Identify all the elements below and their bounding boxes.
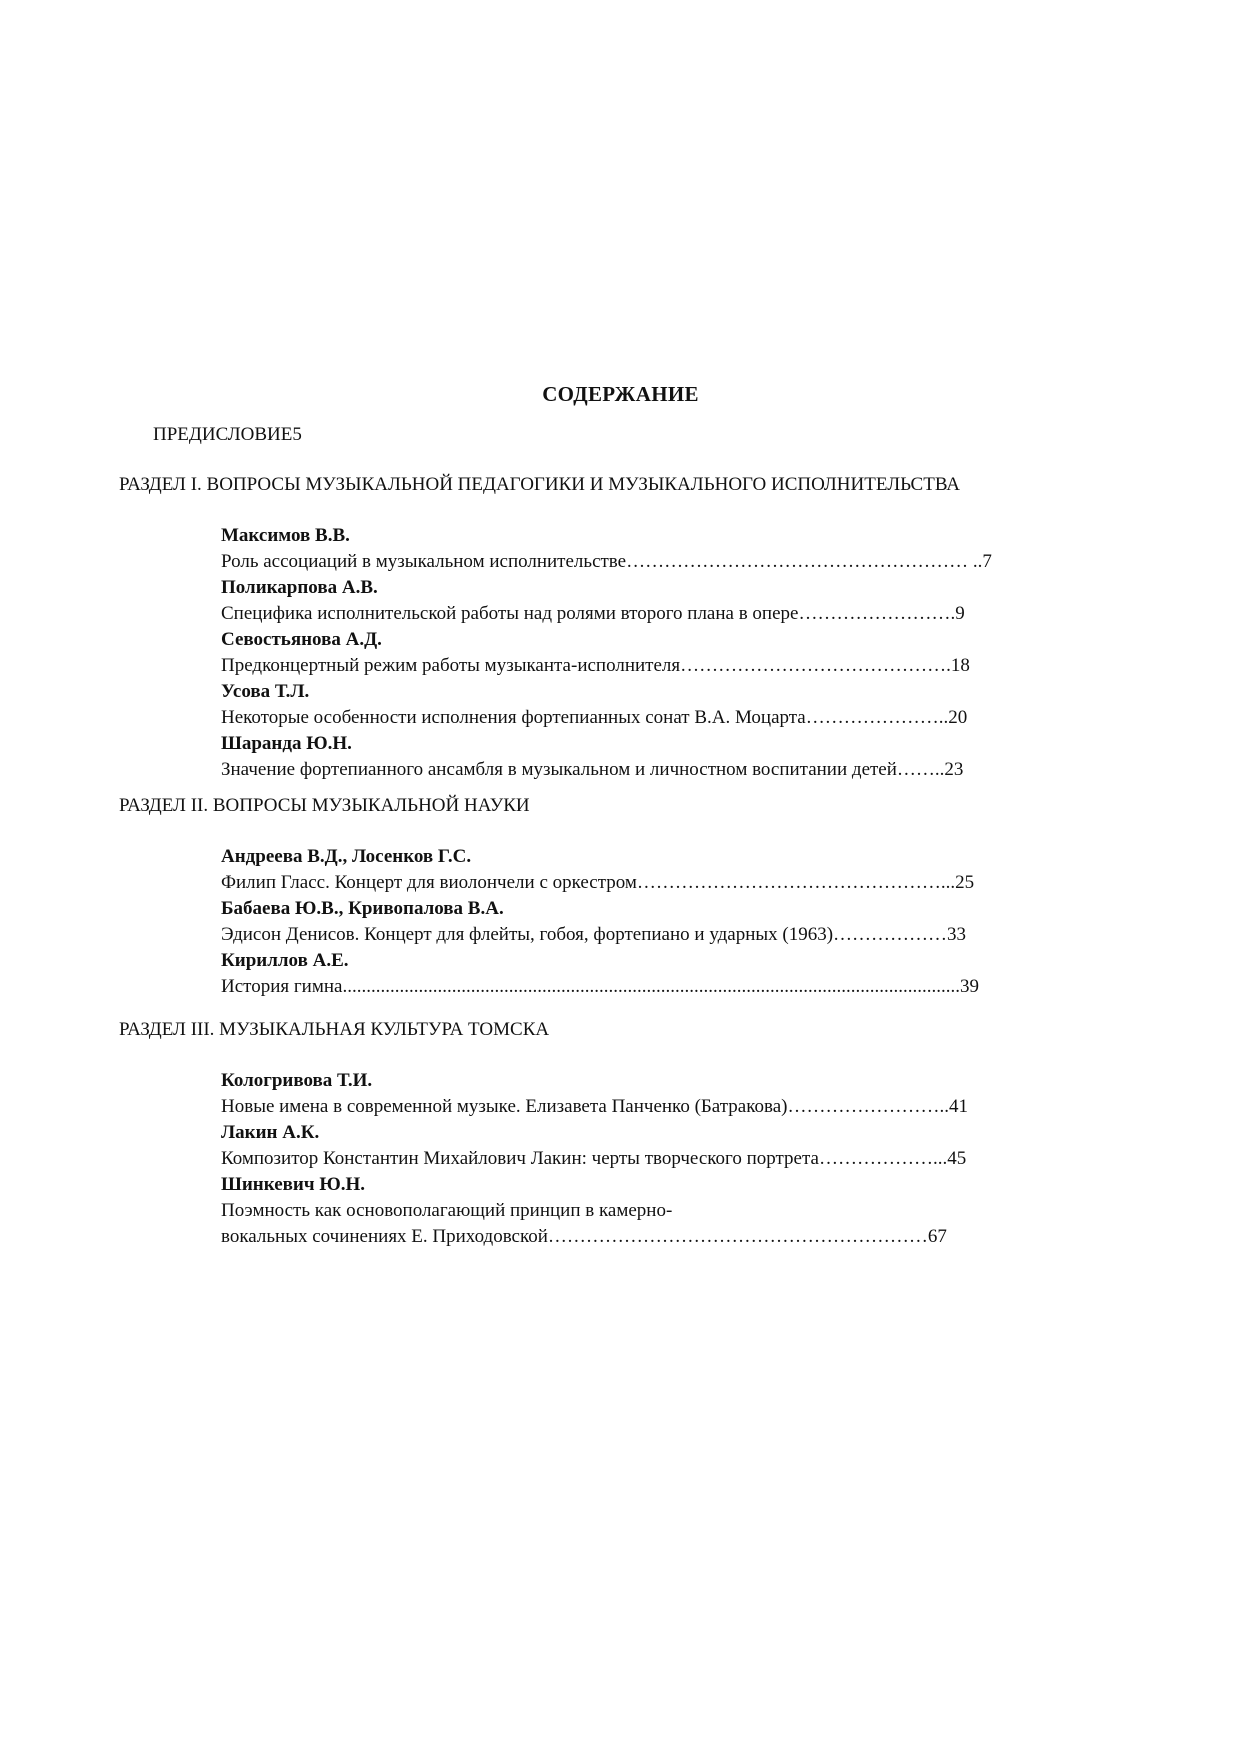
toc-entry-author: Поликарпова А.В. xyxy=(221,577,378,598)
section-2-entries xyxy=(221,845,1091,1001)
toc-entry-title: Роль ассоциаций в музыкальном исполнительстве……………………………………………… ..7 xyxy=(221,551,992,572)
section-heading-3: РАЗДЕЛ III. МУЗЫКАЛЬНАЯ КУЛЬТУРА ТОМСКА xyxy=(119,1019,550,1040)
toc-entry-title: Предконцертный режим работы музыканта-исполнителя…………………………………….18 xyxy=(221,655,970,676)
toc-entry-author: Бабаева Ю.В., Кривопалова В.А. xyxy=(221,898,504,919)
toc-entry-title: Новые имена в современной музыке. Елизавета Панченко (Батракова)……………………..41 xyxy=(221,1096,968,1117)
toc-entry-title: Поэмность как основополагающий принцип в камерно- xyxy=(221,1200,673,1221)
toc-entry-title: Композитор Константин Михайлович Лакин: черты творческого портрета………………...45 xyxy=(221,1148,967,1169)
toc-entry-title: Филип Гласс. Концерт для виолончели с оркестром…………………………………………...25 xyxy=(221,872,975,893)
toc-entry-author: Севостьянова А.Д. xyxy=(221,629,382,650)
toc-preface-entry: ПРЕДИСЛОВИЕ5 xyxy=(153,424,302,445)
toc-entry-title: Значение фортепианного ансамбля в музыкальном и личностном воспитании детей……..23 xyxy=(221,759,964,780)
toc-entry-author: Шаранда Ю.Н. xyxy=(221,733,352,754)
toc-entry-author: Лакин А.К. xyxy=(221,1122,320,1143)
toc-entry-author: Андреева В.Д., Лосенков Г.С. xyxy=(221,846,472,867)
section-3-entries xyxy=(221,1069,1091,1251)
section-1-entries xyxy=(221,524,1091,784)
page-title: СОДЕРЖАНИЕ xyxy=(542,382,699,406)
toc-entry-author: Кологривова Т.И. xyxy=(221,1070,373,1091)
section-heading-2: РАЗДЕЛ II. ВОПРОСЫ МУЗЫКАЛЬНОЙ НАУКИ xyxy=(119,795,530,816)
toc-entry-author: Шинкевич Ю.Н. xyxy=(221,1174,366,1195)
toc-entry-author: Усова Т.Л. xyxy=(221,681,310,702)
toc-entry-title: Эдисон Денисов. Концерт для флейты, гобоя, фортепиано и ударных (1963)………………33 xyxy=(221,924,967,945)
toc-entry-author: Максимов В.В. xyxy=(221,525,350,546)
toc-entry-author: Кириллов А.Е. xyxy=(221,950,349,971)
toc-entry-title-continued: вокальных сочинениях Е. Приходовской……………………………………………………67 xyxy=(221,1226,947,1247)
toc-entry-title: Некоторые особенности исполнения фортепианных сонат В.А. Моцарта…………………..20 xyxy=(221,707,968,728)
section-heading-1: РАЗДЕЛ I. ВОПРОСЫ МУЗЫКАЛЬНОЙ ПЕДАГОГИКИ И МУЗЫКАЛЬНОГО ИСПОЛНИТЕЛЬСТВА xyxy=(119,474,961,495)
toc-entry-title: История гимна..................................................................................................................................39 xyxy=(221,976,979,997)
toc-entry-title: Специфика исполнительской работы над ролями второго плана в опере…………………….9 xyxy=(221,603,965,624)
